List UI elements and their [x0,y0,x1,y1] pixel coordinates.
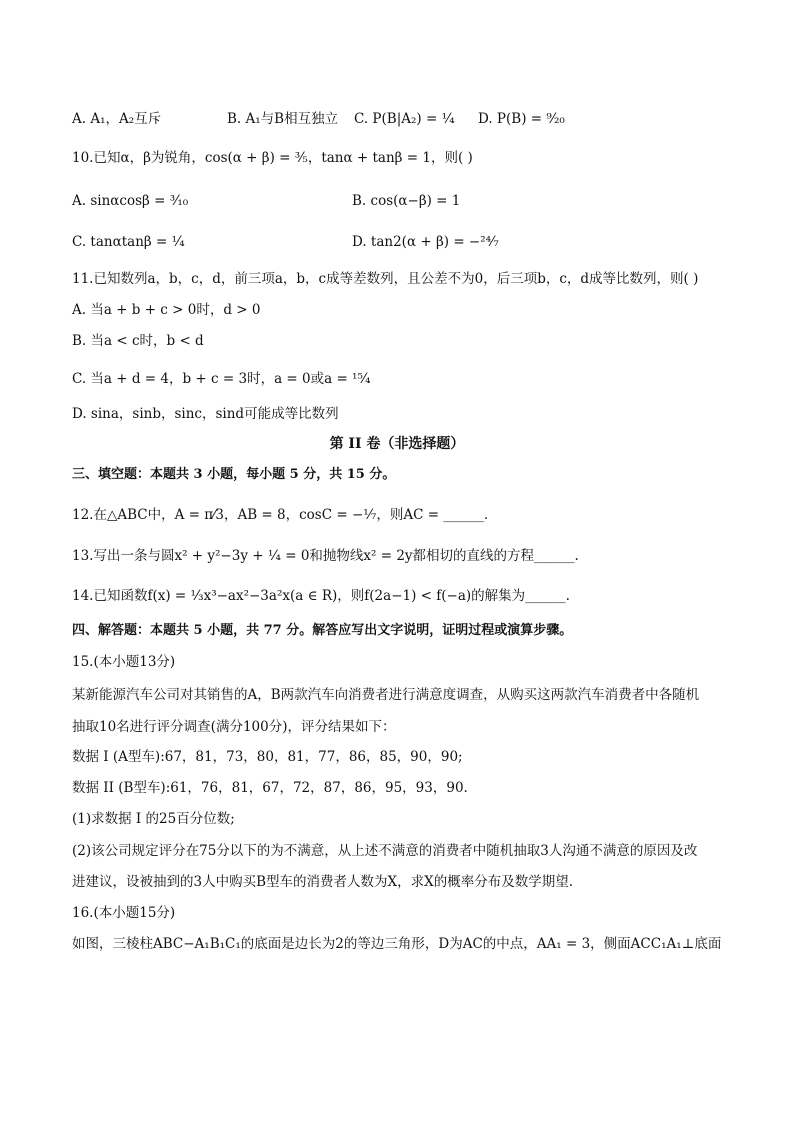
fill-section-heading: 三、填空题：本题共 3 小题，每小题 5 分，共 15 分。 [72,467,396,482]
q15-line-3: 数据 I (A型车):67，81，73，80，81，77，86，85，90，90; [72,749,463,765]
q15-title: 15.(本小题13分) [72,654,176,670]
q11-stem: 11.已知数列a，b，c，d，前三项a，b，c成等差数列，且公差不为0，后三项b，c，d成等比数列，则( ) [72,271,699,287]
q15-line-1: 某新能源汽车公司对其销售的A，B两款汽车向消费者进行满意度调查，从购买这两款汽车消费者中各随机 [72,687,700,703]
q10-options-row1 [72,188,732,214]
q10-option-a: A. sinαcosβ = ³⁄₁₀ [72,193,189,209]
q10-options-row2 [72,229,732,255]
q10-option-d: D. tan2(α + β) = −²⁴⁄₇ [352,234,499,250]
q9-option-c: C. P(B|A₂) = ¹⁄₄ [354,111,455,127]
q15-line-2: 抽取10名进行评分调查(满分100分)，评分结果如下： [72,719,396,735]
q9-option-b: B. A₁与B相互独立 [227,111,339,127]
q15-line-5: (1)求数据 I 的25百分位数; [72,811,235,827]
q13: 13.写出一条与圆x² + y²−3y + ¹⁄₄ = 0和抛物线x² = 2y都相切的直线的方程______. [72,548,579,564]
q11-option-a: A. 当a + b + c > 0时，d > 0 [72,302,261,318]
q16-line-1: 如图，三棱柱ABC−A₁B₁C₁的底面是边长为2的等边三角形，D为AC的中点，AA₁ = 3，侧面ACC₁A₁⊥底面 [72,936,722,952]
q10-option-b: B. cos(α−β) = 1 [352,193,461,209]
q16-title: 16.(本小题15分) [72,905,176,921]
q10-stem: 10.已知α，β为锐角，cos(α + β) = ³⁄₅，tanα + tanβ = 1，则( ) [72,150,473,166]
solve-section-heading: 四、解答题：本题共 5 小题，共 77 分。解答应写出文字说明，证明过程或演算步骤。 [72,623,573,638]
q15-line-6: (2)该公司规定评分在75分以下的为不满意，从上述不满意的消费者中随机抽取3人沟通不满意的原因及改 [72,843,698,859]
q12: 12.在△ABC中，A = π⁄3，AB = 8，cosC = −¹⁄₇，则AC = ______. [72,507,489,523]
q9-option-a: A. A₁，A₂互斥 [72,111,162,127]
q11-option-c: C. 当a + d = 4，b + c = 3时，a = 0或a = ¹⁵⁄₄ [72,371,371,387]
q11-option-b: B. 当a < c时，b < d [72,333,204,349]
q14: 14.已知函数f(x) = ¹⁄₃x³−ax²−3a²x(a ∈ R)，则f(2a−1) < f(−a)的解集为______. [72,588,570,604]
part2-title: 第 II 卷（非选择题） [329,436,465,452]
q9-options [72,106,732,132]
q11-option-d: D. sina，sinb，sinc，sind可能成等比数列 [72,406,339,422]
q15-line-4: 数据 II (B型车):61，76，81，67，72，87，86，95，93，90. [72,780,468,796]
q15-line-7: 进建议，设被抽到的3人中购买B型车的消费者人数为X，求X的概率分布及数学期望. [72,874,574,890]
q10-option-c: C. tanαtanβ = ¹⁄₄ [72,234,185,250]
q9-option-d: D. P(B) = ⁹⁄₂₀ [478,111,565,127]
